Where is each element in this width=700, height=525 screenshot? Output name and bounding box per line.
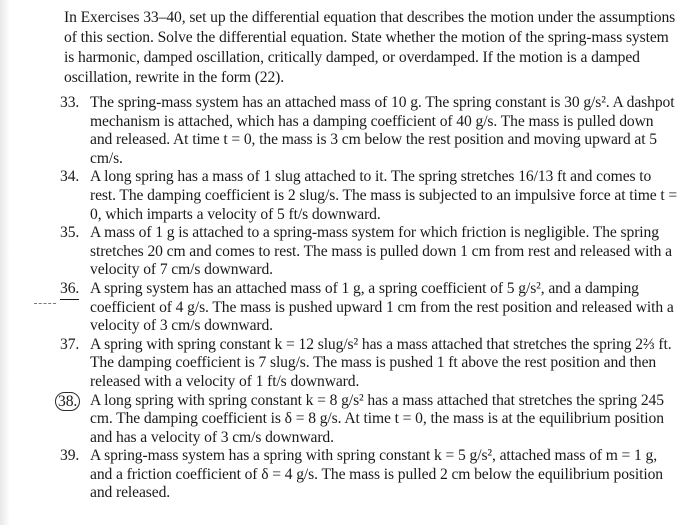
exercise-37 bbox=[60, 335, 678, 392]
exercise-number: 36. bbox=[60, 280, 79, 300]
exercise-34 bbox=[60, 168, 678, 224]
exercise-33 bbox=[60, 94, 678, 168]
scan-edge-shadow bbox=[0, 0, 10, 525]
exercise-number: 37. bbox=[60, 335, 80, 353]
exercise-number: 35. bbox=[60, 224, 80, 242]
exercise-35 bbox=[60, 224, 678, 280]
exercise-number: 34. bbox=[60, 168, 80, 186]
exercise-text: A long spring with spring constant k = 8 g/s² has a mass attached that stretches the spring 245 cm. The damping coefficient is δ = 8 g/s. At time t = 0, the mass is at the equilibrium position and has a velocity of 3 cm/s downward. bbox=[90, 391, 664, 446]
exercise-text: A spring with spring constant k = 12 slug/s² has a mass attached that stretches the spring 2⅔ ft. The damping coefficient is 7 slug/s. The mass is pushed 1 ft above the rest position and then released with a velocity of 1 ft/s downward. bbox=[90, 335, 672, 390]
exercise-number-circled: 38. bbox=[55, 392, 80, 411]
exercise-38 bbox=[58, 391, 678, 448]
exercise-number: 39. bbox=[60, 447, 80, 465]
exercise-text: The spring-mass system has an attached mass of 10 g. The spring constant is 30 g/s². A dashpot mechanism is attached, which has a damping coefficient of 40 g/s. The mass is pulled down and released. At time t = 0, the mass is 3 cm below the rest position and moving upward at 5 cm/s. bbox=[90, 94, 675, 167]
exercise-text: A spring-mass system has a spring with spring constant k = 5 g/s², attached mass of m = 1 g, and a friction coefficient of δ = 4 g/s. The mass is pulled 2 cm below the equilibrium position and released. bbox=[90, 447, 663, 502]
exercise-text: A long spring has a mass of 1 slug attached to it. The spring stretches 16/13 ft and comes to rest. The damping coefficient is 2 slug/s. The mass is subjected to an impulsive force at time t = 0, which imparts a velocity of 5 ft/s downward. bbox=[90, 168, 678, 223]
exercise-39 bbox=[60, 447, 678, 503]
exercise-text: A mass of 1 g is attached to a spring-mass system for which friction is negligible. The spring stretches 20 cm and comes to rest. The mass is pulled down 1 cm from rest and released with a velocity of 7 cm/s downward. bbox=[90, 224, 672, 279]
exercise-36 bbox=[60, 279, 678, 336]
margin-pencil-mark bbox=[34, 303, 56, 305]
exercise-list bbox=[58, 94, 678, 503]
exercise-text: A spring system has an attached mass of 1 g, a spring coefficient of 5 g/s², and a damping coefficient of 4 g/s. The mass is pushed upward 1 cm from the rest position and released with a velocity of 3 cm/s downward. bbox=[90, 279, 674, 335]
exercise-number: 33. bbox=[60, 94, 80, 111]
exercise-instructions: In Exercises 33–40, set up the differential equation that describes the motion under the assumptions of this section. Solve the differential equation. State whether the motion of the spring-mass system is harmonic, damped oscillation, critically damped, or overdamped. If the motion is a damped oscillation, rewrite in the form (22). bbox=[64, 9, 676, 86]
